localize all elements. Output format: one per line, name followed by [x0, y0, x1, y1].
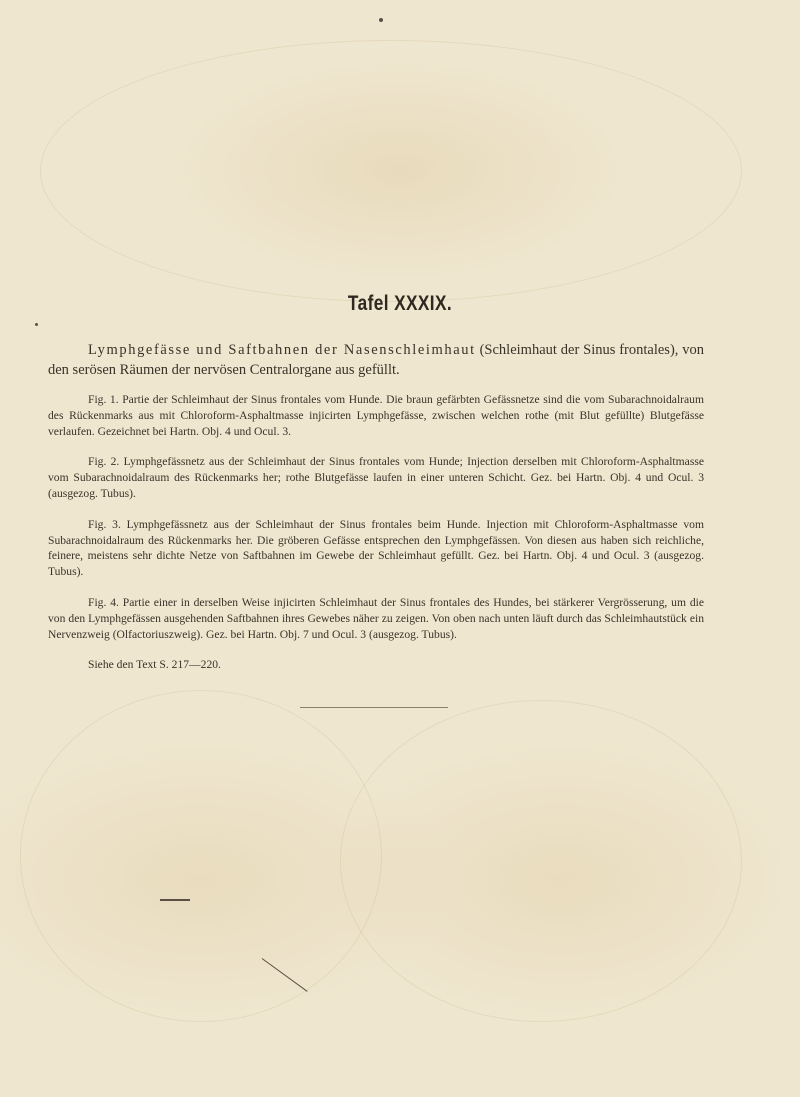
figure-2-caption: Fig. 2. Lymphgefässnetz aus der Schleimhaut der Sinus frontales vom Hunde; Injection derselben mit Chloroform-Asphaltmasse vom Subarachnoidalraum des Rückenmarks her; rothe Blutgefässe laufen in einer unteren Schicht. Gez. bei Hartn. Obj. 4 und Ocul. 3 (ausgezog. Tubus).	[48, 455, 704, 500]
text-reference: Siehe den Text S. 217—220.	[88, 658, 221, 672]
speck-mark	[35, 323, 38, 326]
plate-title: Tafel XXXIX.	[347, 292, 453, 315]
plate-intro	[48, 340, 704, 380]
figure-4-caption: Fig. 4. Partie einer in derselben Weise injicirten Schleimhaut der Sinus frontales des Hundes, bei stärkerer Vergrösserung, um die von den Lymphgefässen ausgehenden Saftbahnen ihres Gewebes näher zu zeigen. Von oben nach unten läuft durch das Schleimhautstück ein Nervenzweig (Olfactoriuszweig). Gez. bei Hartn. Obj. 7 und Ocul. 3 (ausgezog. Tubus).	[48, 595, 704, 641]
figure-3-caption: Fig. 3. Lymphgefässnetz aus der Schleimhaut der Sinus frontales beim Hunde. Injection mit Chloroform-Asphaltmasse vom Subarachnoidalraum des Rückenmarks her. Die gröberen Gefässe entsprechen den Lymphgefässen. Von diesen aus haben sich reichliche, feinere, meistens sehr dichte Netze von Saftbahnen im Gewebe der Schleimhaut gefüllt. Gez. bei Hartn. Obj. 4 und Ocul. 3 (ausgezog. Tubus).	[48, 517, 704, 579]
divider-rule	[300, 707, 448, 708]
figure-descriptions	[48, 392, 704, 688]
stray-mark	[160, 899, 190, 901]
faint-offset-stain	[340, 700, 742, 1022]
figure-1-caption: Fig. 1. Partie der Schleimhaut der Sinus frontales vom Hunde. Die braun gefärbten Gefässnetze sind die vom Subarachnoidalraum des Rückenmarks aus mit Chloroform-Asphaltmasse injicirten Lymphgefässe, zwischen welchen rothe (mit Blut gefüllte) Blutgefässe verlaufen. Gezeichnet bei Hartn. Obj. 4 und Ocul. 3.	[48, 393, 704, 438]
speck-mark	[379, 18, 383, 22]
faint-offset-stain	[20, 690, 382, 1022]
intro-lead: Lymphgefässe und Saftbahnen der Nasenschleimhaut	[88, 342, 476, 358]
intro-rest: (Schleimhaut der Sinus frontales), von den serösen Räumen der nervösen Centralorgane aus gefüllt.	[48, 342, 704, 378]
faint-offset-stain	[40, 40, 742, 302]
